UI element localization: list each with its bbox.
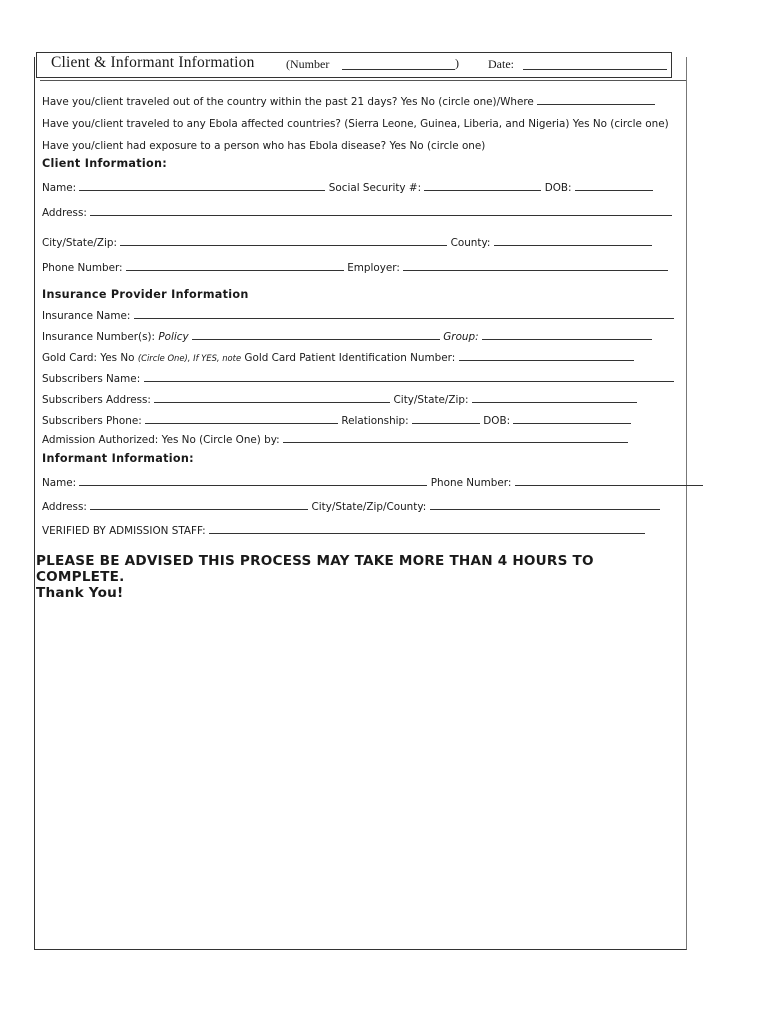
q3-text: Have you/client had exposure to a person who has Ebola disease? Yes No (circle one) [42, 140, 486, 152]
subscriber-address-label: Subscribers Address: [42, 394, 151, 406]
policy-label: Policy [158, 331, 189, 343]
verified-field[interactable] [209, 524, 645, 534]
subscriber-dob-field[interactable] [513, 414, 631, 424]
number-label: (Number [286, 57, 330, 71]
policy-field[interactable] [192, 330, 440, 340]
where-field[interactable] [537, 95, 655, 105]
q2-text: Have you/client traveled to any Ebola affected countries? (Sierra Leone, Guinea, Liberia, and Nigeria) Yes No (circle one) [42, 118, 669, 130]
informant-city-field[interactable] [430, 500, 660, 510]
informant-phone-field[interactable] [515, 476, 703, 486]
ssn-field[interactable] [424, 181, 541, 191]
verified-row [42, 524, 645, 537]
date-field[interactable] [523, 69, 667, 70]
group-field[interactable] [482, 330, 652, 340]
form-header [36, 52, 672, 78]
processing-notice [36, 553, 676, 601]
q1-text: Have you/client traveled out of the country within the past 21 days? Yes No (circle one)/Where [42, 96, 534, 108]
subscriber-name-label: Subscribers Name: [42, 373, 141, 385]
informant-phone-label: Phone Number: [430, 477, 512, 489]
subscriber-phone-row [42, 414, 631, 427]
informant-name-label: Name: [42, 477, 77, 489]
informant-name-row [42, 476, 703, 489]
gold-card-suffix: Gold Card Patient Identification Number: [244, 352, 456, 364]
employer-label: Employer: [347, 262, 400, 274]
ssn-label: Social Security #: [328, 182, 422, 194]
subscriber-city-field[interactable] [472, 393, 637, 403]
client-address-field[interactable] [90, 206, 672, 216]
screening-q1 [42, 95, 655, 108]
header-underline [40, 80, 686, 81]
number-field[interactable] [342, 69, 455, 70]
insurance-number-row [42, 330, 652, 343]
subscriber-name-row [42, 372, 674, 385]
insurance-name-field[interactable] [134, 309, 674, 319]
informant-address-field[interactable] [90, 500, 308, 510]
subscriber-address-field[interactable] [154, 393, 390, 403]
client-city-label: City/State/Zip: [42, 237, 117, 249]
screening-q2 [42, 118, 669, 130]
insurance-name-label: Insurance Name: [42, 310, 131, 322]
gold-card-note: (Circle One), If YES, note [137, 353, 242, 363]
client-city-row [42, 236, 652, 249]
admission-by-field[interactable] [283, 433, 628, 443]
gold-card-id-field[interactable] [459, 351, 634, 361]
relationship-field[interactable] [412, 414, 480, 424]
subscriber-city-label: City/State/Zip: [393, 394, 469, 406]
informant-heading: Informant Information: [42, 452, 194, 465]
notice-line-1: PLEASE BE ADVISED THIS PROCESS MAY TAKE MORE THAN 4 HOURS TO COMPLETE. [36, 553, 594, 585]
group-label: Group: [443, 331, 479, 343]
gold-card-row [42, 351, 634, 364]
client-name-label: Name: [42, 182, 77, 194]
county-label: County: [450, 237, 491, 249]
client-dob-label: DOB: [544, 182, 572, 194]
screening-q3 [42, 140, 485, 152]
informant-name-field[interactable] [79, 476, 427, 486]
county-field[interactable] [494, 236, 652, 246]
subscriber-dob-label: DOB: [483, 415, 511, 427]
relationship-label: Relationship: [341, 415, 409, 427]
client-name-row [42, 181, 653, 194]
client-phone-label: Phone Number: [42, 262, 123, 274]
form-title: Client & Informant Information [51, 54, 255, 71]
client-address-row [42, 206, 672, 219]
client-name-field[interactable] [79, 181, 325, 191]
insurance-number-label: Insurance Number(s): [42, 331, 156, 343]
client-city-field[interactable] [120, 236, 447, 246]
client-dob-field[interactable] [575, 181, 653, 191]
subscriber-phone-label: Subscribers Phone: [42, 415, 142, 427]
notice-line-2: Thank You! [36, 585, 124, 601]
gold-card-prefix: Gold Card: Yes No [42, 352, 135, 364]
client-phone-field[interactable] [126, 261, 344, 271]
informant-city-label: City/State/Zip/County: [311, 501, 427, 513]
client-heading: Client Information: [42, 157, 168, 170]
admission-label: Admission Authorized: Yes No (Circle One) by: [42, 434, 280, 446]
client-phone-row [42, 261, 668, 274]
date-label: Date: [488, 57, 514, 71]
admission-row [42, 433, 628, 446]
insurance-heading: Insurance Provider Information [42, 288, 249, 301]
employer-field[interactable] [403, 261, 668, 271]
number-close: ) [455, 56, 459, 70]
subscriber-phone-field[interactable] [145, 414, 338, 424]
client-address-label: Address: [42, 207, 87, 219]
subscriber-address-row [42, 393, 637, 406]
informant-address-row [42, 500, 660, 513]
insurance-name-row [42, 309, 674, 322]
informant-address-label: Address: [42, 501, 87, 513]
verified-label: VERIFIED BY ADMISSION STAFF: [42, 525, 206, 537]
subscriber-name-field[interactable] [144, 372, 674, 382]
